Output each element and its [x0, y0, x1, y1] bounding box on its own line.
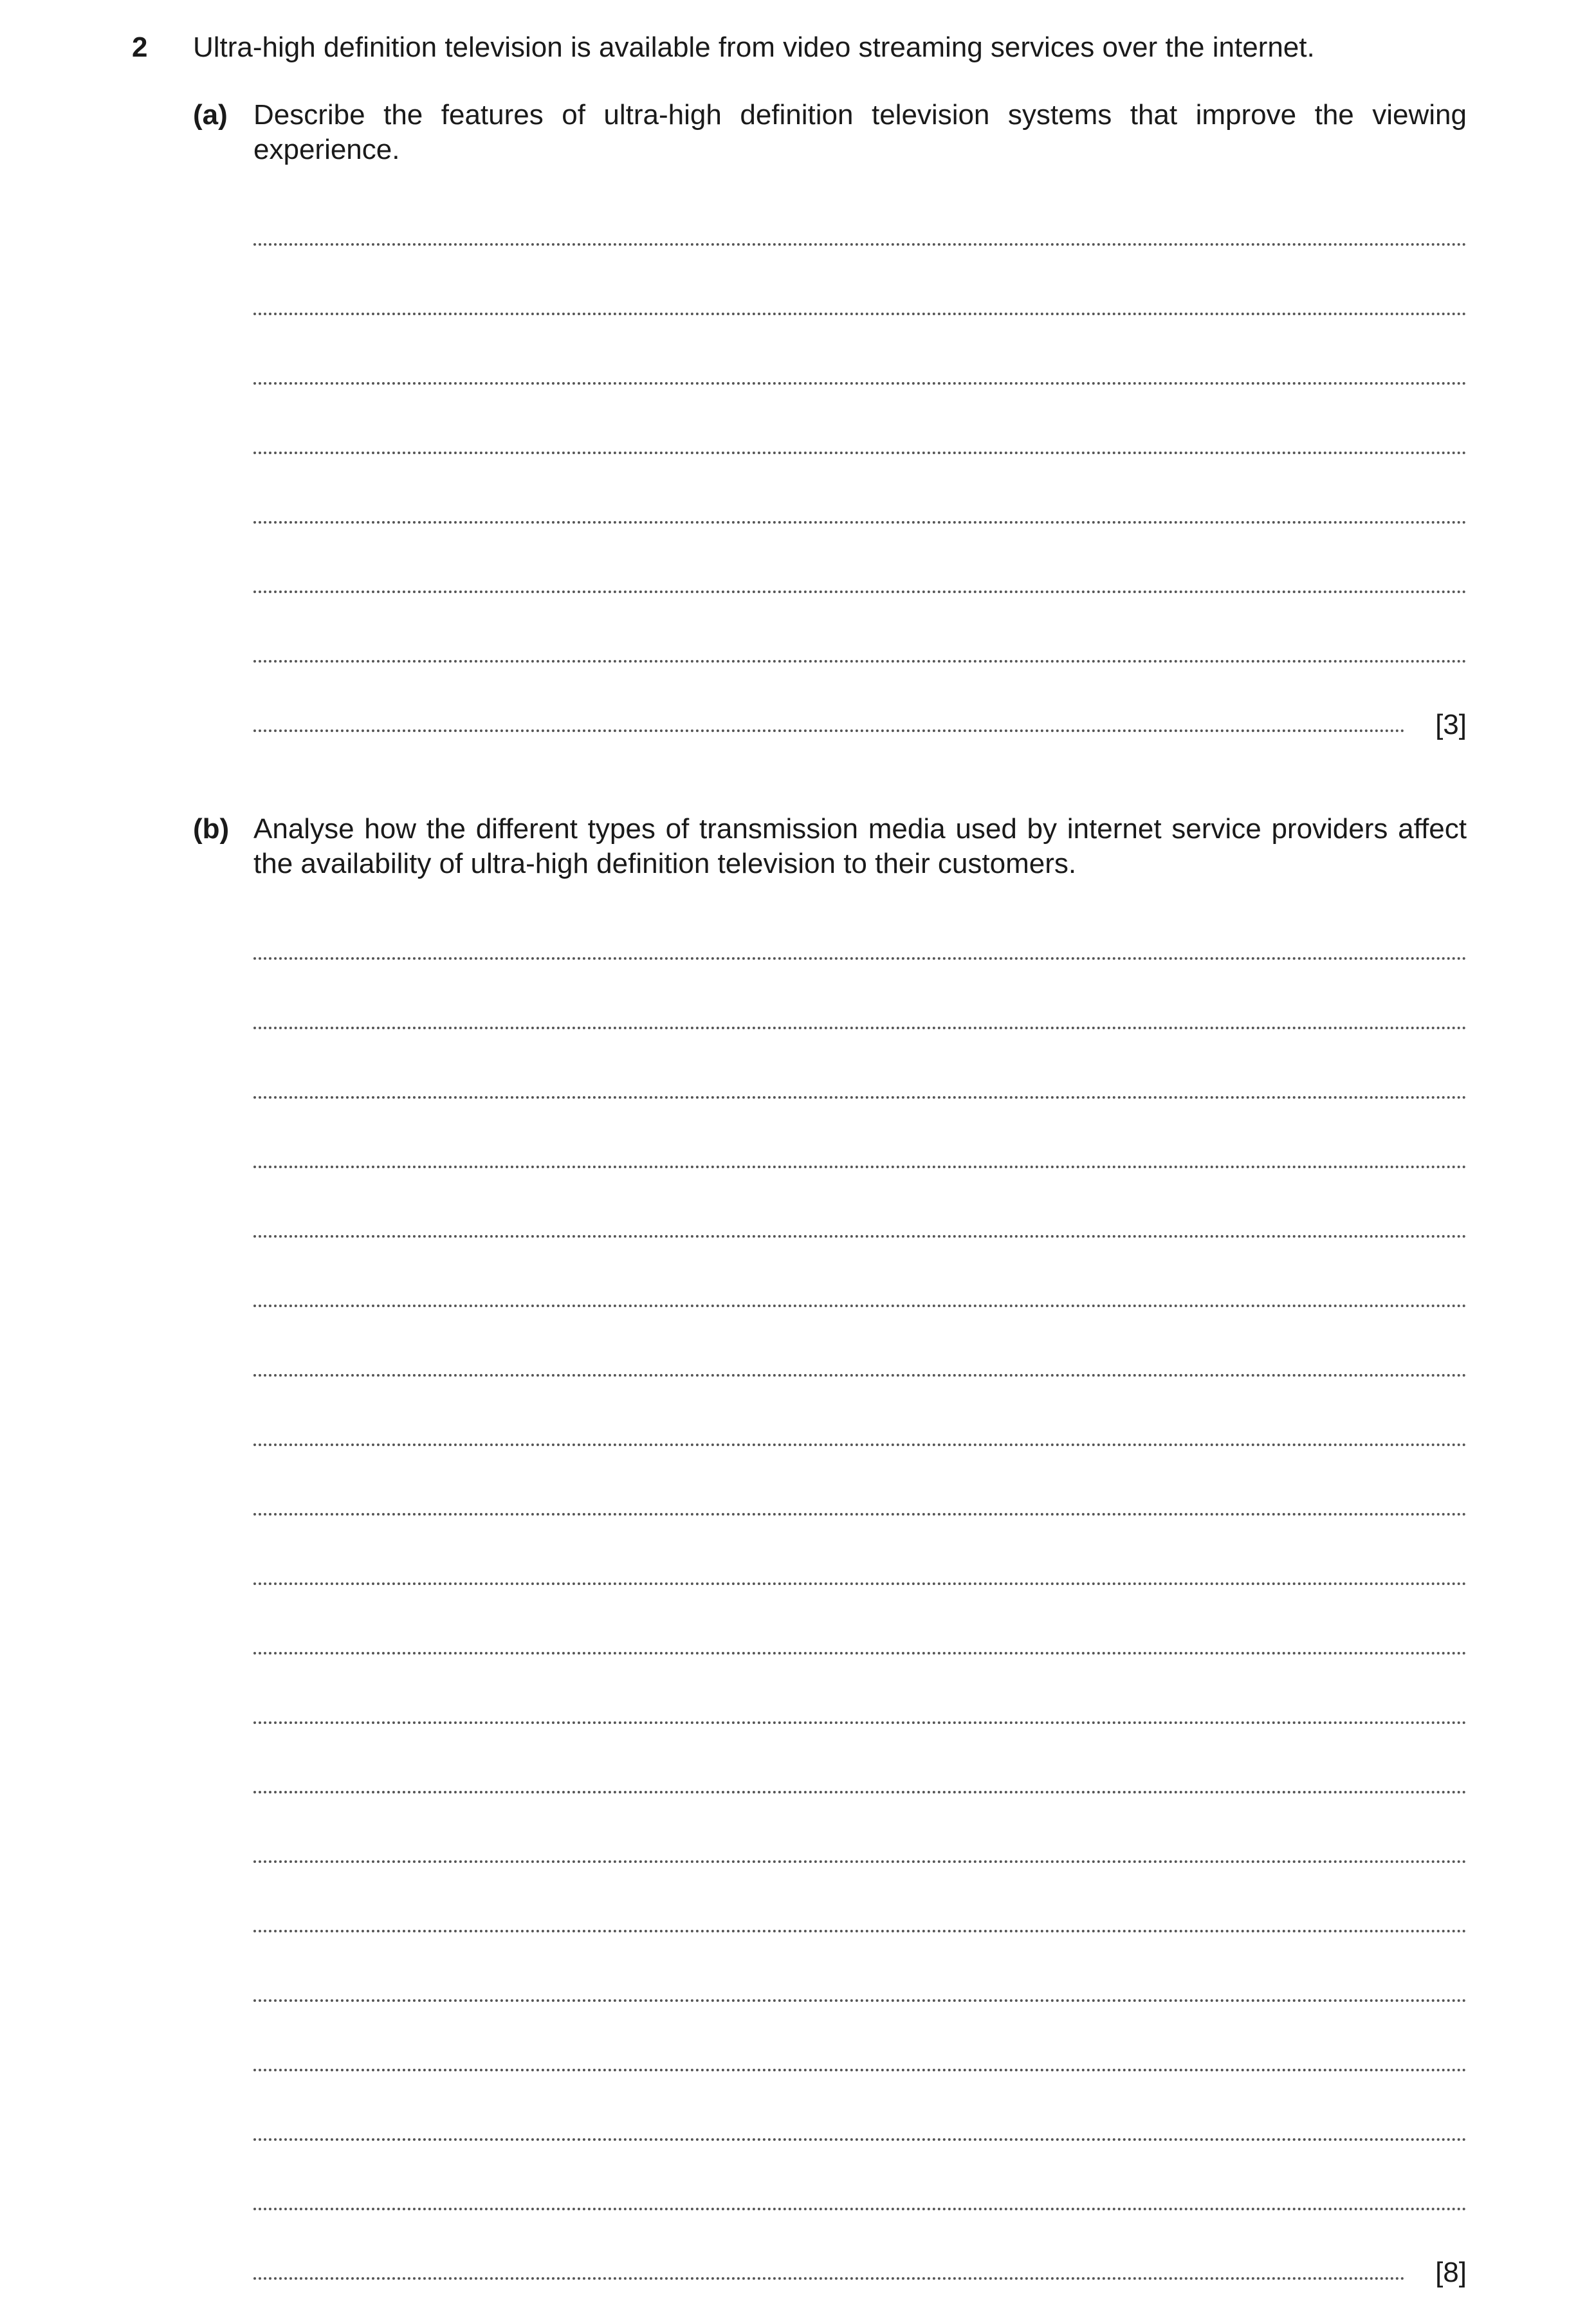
part-b-answer-area[interactable] [253, 899, 1467, 2289]
part-a-answer-area[interactable] [253, 185, 1467, 741]
answer-line[interactable] [253, 672, 1467, 741]
dotted-rule [253, 2138, 1467, 2141]
answer-line[interactable] [253, 1525, 1467, 1594]
dotted-rule [253, 2277, 1405, 2280]
answer-line[interactable] [253, 533, 1467, 602]
answer-line[interactable] [253, 2011, 1467, 2080]
dotted-rule [253, 1235, 1467, 1238]
answer-line[interactable] [253, 1108, 1467, 1177]
answer-line[interactable] [253, 602, 1467, 672]
answer-line[interactable] [253, 1455, 1467, 1525]
question-number: 2 [132, 32, 148, 63]
answer-line[interactable] [253, 1316, 1467, 1386]
answer-line[interactable] [253, 2080, 1467, 2150]
dotted-rule [253, 243, 1467, 246]
answer-line[interactable] [253, 1941, 1467, 2011]
dotted-rule [253, 1999, 1467, 2002]
answer-line[interactable] [253, 1038, 1467, 1108]
marks-indicator: [3] [1435, 709, 1467, 740]
answer-line[interactable] [253, 899, 1467, 969]
dotted-rule [253, 2069, 1467, 2071]
dotted-rule [253, 591, 1467, 593]
answer-line[interactable] [253, 1247, 1467, 1316]
dotted-rule [253, 2208, 1467, 2210]
part-b-prompt: Analyse how the different types of transmission media used by internet service providers affect the availability of ultra-high definition television to their customers. [253, 813, 1467, 879]
answer-line[interactable] [253, 2150, 1467, 2219]
dotted-rule [253, 1652, 1467, 1654]
dotted-rule [253, 382, 1467, 385]
dotted-rule [253, 1096, 1467, 1099]
dotted-rule [253, 660, 1467, 663]
dotted-rule [253, 1791, 1467, 1793]
dotted-rule [253, 729, 1405, 732]
dotted-rule [253, 1582, 1467, 1585]
dotted-rule [253, 1513, 1467, 1516]
answer-line[interactable] [253, 1594, 1467, 1664]
dotted-rule [253, 1027, 1467, 1029]
answer-line[interactable] [253, 185, 1467, 255]
part-b-label: (b) [193, 813, 230, 845]
dotted-rule [253, 313, 1467, 315]
dotted-rule [253, 1374, 1467, 1377]
dotted-rule [253, 1721, 1467, 1724]
dotted-rule [253, 1444, 1467, 1446]
answer-line[interactable] [253, 1733, 1467, 1802]
answer-line[interactable] [253, 1802, 1467, 1872]
answer-line[interactable] [253, 324, 1467, 394]
dotted-rule [253, 452, 1467, 454]
dotted-rule [253, 1305, 1467, 1307]
dotted-rule [253, 521, 1467, 524]
dotted-rule [253, 957, 1467, 960]
dotted-rule [253, 1166, 1467, 1168]
dotted-rule [253, 1930, 1467, 1932]
answer-line[interactable] [253, 2219, 1467, 2289]
part-a-label: (a) [193, 99, 228, 131]
answer-line[interactable] [253, 1386, 1467, 1455]
dotted-rule [253, 1860, 1467, 1863]
marks-indicator: [8] [1435, 2257, 1467, 2288]
question-stem: Ultra-high definition television is available from video streaming services over the internet. [193, 32, 1315, 63]
answer-line[interactable] [253, 394, 1467, 463]
answer-line[interactable] [253, 969, 1467, 1038]
answer-line[interactable] [253, 1177, 1467, 1247]
part-a-prompt: Describe the features of ultra-high definition television systems that improve the viewing experience. [253, 99, 1467, 165]
answer-line[interactable] [253, 1664, 1467, 1733]
answer-line[interactable] [253, 463, 1467, 533]
answer-line[interactable] [253, 255, 1467, 324]
answer-line[interactable] [253, 1872, 1467, 1941]
